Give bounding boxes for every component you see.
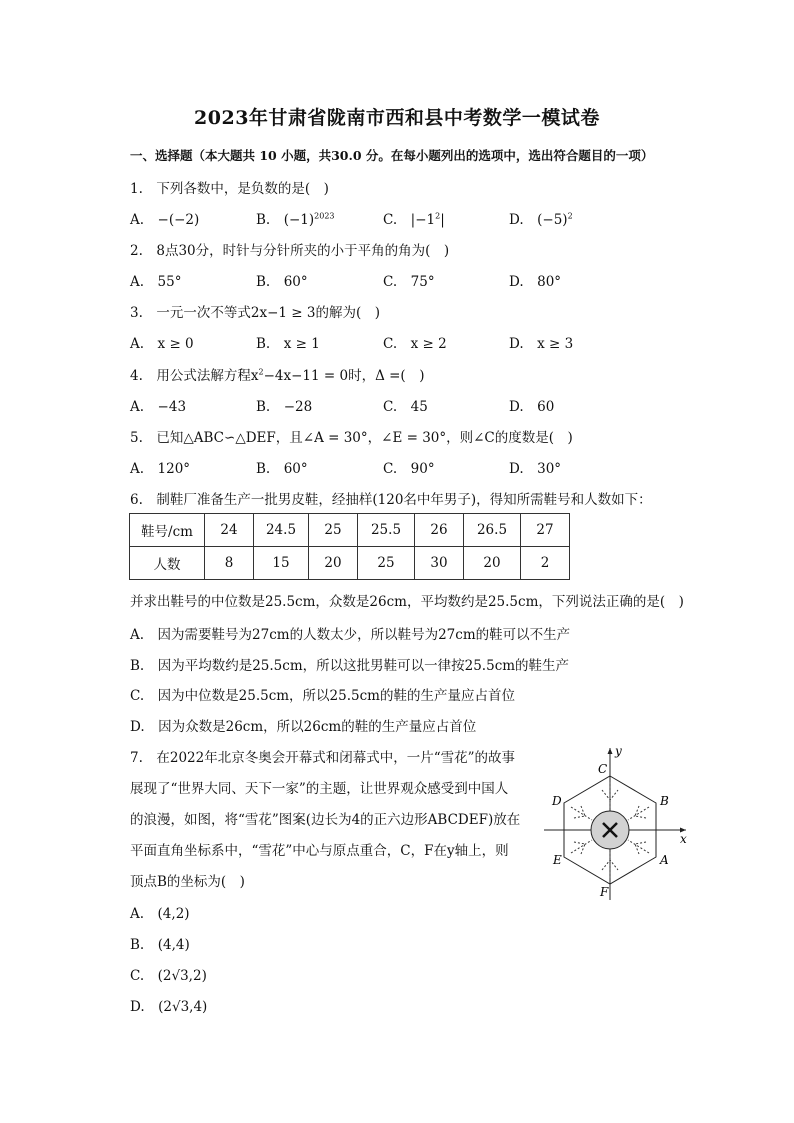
label-c: C: [598, 762, 608, 776]
table-header-cell: 鞋号/cm: [130, 514, 205, 547]
q3-option-d: D. x ≥ 3: [509, 336, 574, 352]
question-6-continuation: 并求出鞋号的中位数是25.5cm，众数是26cm，平均数约是25.5cm，下列说法正确的是( ): [130, 594, 684, 610]
table-cell: 26: [415, 514, 464, 547]
question-7-line: 平面直角坐标系中，“雪花”中心与原点重合，C，F在y轴上，则: [130, 843, 509, 859]
q3-option-b: B. x ≥ 1: [256, 336, 320, 352]
q1-option-a: A. −(−2): [130, 212, 200, 228]
question-7-line: 的浪漫，如图，将“雪花”图案(边长为4的正六边形ABCDEF)放在: [130, 812, 521, 828]
table-cell: 24: [205, 514, 254, 547]
q5-option-d: D. 30°: [509, 461, 562, 477]
table-cell: 15: [254, 547, 309, 580]
question-3-stem: 3. 一元一次不等式2x−1 ≥ 3的解为( ): [130, 305, 381, 321]
table-cell: 20: [464, 547, 521, 580]
q5-option-b: B. 60°: [256, 461, 308, 477]
page-title: 2023年甘肃省陇南市西和县中考数学一模试卷: [194, 107, 600, 129]
table-cell: 27: [521, 514, 570, 547]
question-7-line: 7. 在2022年北京冬奥会开幕式和闭幕式中，一片“雪花”的故事: [130, 750, 516, 766]
q2-option-b: B. 60°: [256, 274, 308, 290]
q7-option-b: B. (4,4): [130, 937, 190, 953]
q6-option-c: C. 因为中位数是25.5cm，所以25.5cm的鞋的生产量应占首位: [130, 688, 515, 704]
q5-option-a: A. 120°: [130, 461, 191, 477]
question-4-stem: 4. 用公式法解方程$x^2-4x-11 = 0$时，Δ =( ): [130, 367, 425, 384]
q3-option-a: A. x ≥ 0: [130, 336, 194, 352]
q6-option-b: B. 因为平均数约是25.5cm，所以这批男鞋可以一律按25.5cm的鞋生产: [130, 658, 570, 674]
q2-option-c: C. 75°: [383, 274, 435, 290]
q6-option-a: A. 因为需要鞋号为27cm的人数太少，所以鞋号为27cm的鞋可以不生产: [130, 627, 571, 643]
table-cell: 25: [358, 547, 415, 580]
table-cell: 24.5: [254, 514, 309, 547]
q1-option-c: C. $|-1^2|$: [383, 211, 445, 228]
section-heading: 一、选择题（本大题共 10 小题，共30.0 分。在每小题列出的选项中，选出符合题目的一项）: [130, 148, 654, 163]
q2-option-d: D. 80°: [509, 274, 562, 290]
table-row: [130, 514, 570, 547]
question-5-stem: 5. 已知△ABC∽△DEF，且∠A = 30°，∠E = 30°，则∠C的度数是( ): [130, 430, 573, 446]
table-cell: 26.5: [464, 514, 521, 547]
q7-option-d: D. (2√3,4): [130, 999, 208, 1015]
table-header-cell: 人数: [130, 547, 205, 580]
q1-option-b: B. $(-1)^{2023}$: [256, 211, 335, 228]
q3-option-c: C. x ≥ 2: [383, 336, 447, 352]
y-axis-arrow-icon: [608, 748, 613, 754]
question-7-line: 顶点B的坐标为( ): [130, 874, 245, 890]
q2-option-a: A. 55°: [130, 274, 182, 290]
q4-option-d: D. 60: [509, 399, 555, 415]
q5-option-c: C. 90°: [383, 461, 435, 477]
label-a: A: [660, 853, 669, 867]
table-cell: 8: [205, 547, 254, 580]
table-row: [130, 547, 570, 580]
table-cell: 30: [415, 547, 464, 580]
question-6-stem: 6. 制鞋厂准备生产一批男皮鞋，经抽样(120名中年男子)，得知所需鞋号和人数如下：: [130, 492, 652, 508]
table-cell: 25: [309, 514, 358, 547]
question-7-line: 展现了“世界大同、天下一家”的主题，让世界观众感受到中国人: [130, 781, 509, 797]
label-d: D: [552, 794, 562, 808]
label-e: E: [553, 853, 562, 867]
q7-option-c: C. (2√3,2): [130, 968, 207, 984]
question-1-stem: 1. 下列各数中，是负数的是( ): [130, 181, 329, 197]
q6-option-d: D. 因为众数是26cm，所以26cm的鞋的生产量应占首位: [130, 719, 477, 735]
q4-option-a: A. −43: [130, 399, 187, 415]
label-x: x: [680, 832, 687, 846]
table-cell: 25.5: [358, 514, 415, 547]
label-y: y: [615, 744, 622, 758]
q4-option-c: C. 45: [383, 399, 428, 415]
q4-option-b: B. −28: [256, 399, 313, 415]
snowflake-hexagon-figure: [540, 742, 692, 902]
q1-option-d: D. $(-5)^2$: [509, 211, 573, 228]
label-b: B: [660, 794, 669, 808]
table-cell: 2: [521, 547, 570, 580]
q7-option-a: A. (4,2): [130, 906, 190, 922]
shoe-size-table: [129, 513, 570, 580]
table-cell: 20: [309, 547, 358, 580]
label-f: F: [600, 885, 609, 899]
question-2-stem: 2. 8点30分，时针与分针所夹的小于平角的角为( ): [130, 243, 450, 259]
